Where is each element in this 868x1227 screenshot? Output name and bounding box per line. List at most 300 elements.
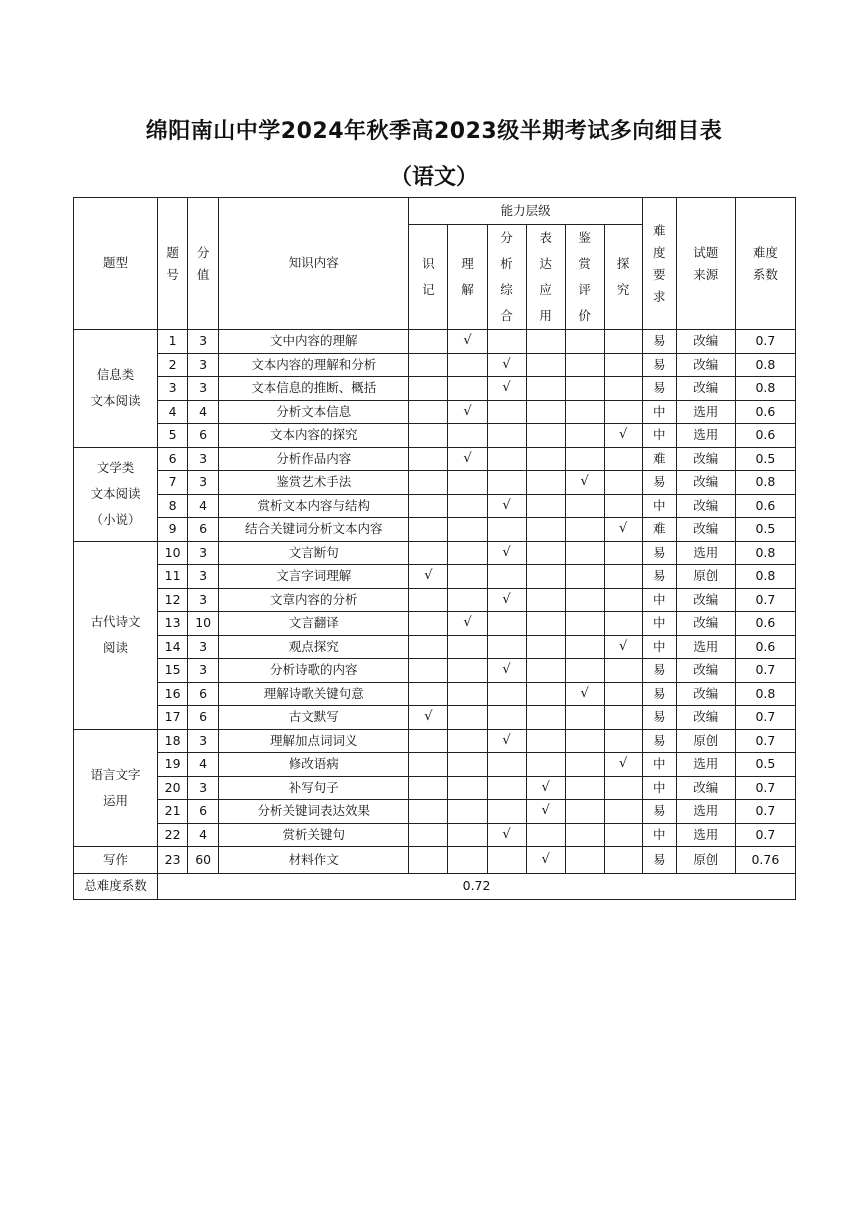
difficulty-coefficient: 0.7 [735, 800, 795, 824]
ability-cell [487, 635, 526, 659]
table-row [74, 823, 796, 847]
ability-cell [409, 330, 448, 354]
ability-cell [409, 753, 448, 777]
difficulty-coefficient: 0.7 [735, 776, 795, 800]
ability-cell [487, 541, 526, 565]
section-type-line: 写作 [103, 852, 129, 867]
difficulty-requirement: 易 [642, 565, 676, 589]
question-source: 选用 [676, 753, 735, 777]
section-type-line: 文学类 [96, 460, 135, 475]
knowledge-content: 理解诗歌关键句意 [219, 682, 409, 706]
ability-cell [526, 377, 565, 401]
total-row [74, 874, 796, 900]
header-ability-group: 能力层级 [409, 198, 642, 225]
question-score: 6 [188, 424, 219, 448]
ability-cell [526, 424, 565, 448]
difficulty-requirement: 易 [642, 847, 676, 874]
ability-cell [448, 494, 487, 518]
ability-cell [487, 565, 526, 589]
question-number: 2 [158, 353, 188, 377]
ability-cell [487, 682, 526, 706]
ability-cell [448, 823, 487, 847]
table-row [74, 682, 796, 706]
difficulty-requirement: 难 [642, 447, 676, 471]
ability-cell [604, 518, 642, 542]
ability-cell [448, 776, 487, 800]
ability-cell [448, 706, 487, 730]
knowledge-content: 分析文本信息 [219, 400, 409, 424]
check-mark-icon: √ [541, 779, 550, 795]
section-type-cell [74, 729, 158, 847]
question-number: 8 [158, 494, 188, 518]
question-source: 选用 [676, 400, 735, 424]
ability-cell [487, 518, 526, 542]
difficulty-coefficient: 0.6 [735, 635, 795, 659]
table-row [74, 659, 796, 683]
question-number: 13 [158, 612, 188, 636]
table-row [74, 753, 796, 777]
difficulty-coefficient: 0.76 [735, 847, 795, 874]
section-type-cell [74, 330, 158, 448]
ability-cell [409, 588, 448, 612]
check-mark-icon: √ [463, 333, 472, 349]
ability-cell [487, 330, 526, 354]
difficulty-requirement: 中 [642, 424, 676, 448]
ability-cell [565, 659, 604, 683]
question-source: 改编 [676, 330, 735, 354]
table-row [74, 847, 796, 874]
difficulty-requirement: 易 [642, 330, 676, 354]
section-type-line: 语言文字 [90, 766, 141, 782]
knowledge-content: 结合关键词分析文本内容 [219, 518, 409, 542]
ability-cell [565, 823, 604, 847]
difficulty-coefficient: 0.8 [735, 541, 795, 565]
ability-cell [604, 823, 642, 847]
ability-cell [526, 659, 565, 683]
ability-cell [565, 612, 604, 636]
difficulty-coefficient: 0.7 [735, 706, 795, 730]
ability-cell [409, 377, 448, 401]
check-mark-icon: √ [580, 685, 589, 701]
question-source: 选用 [676, 424, 735, 448]
ability-cell [448, 330, 487, 354]
header-qnum: 题号 [158, 198, 188, 330]
question-number: 7 [158, 471, 188, 495]
ability-cell [487, 823, 526, 847]
knowledge-content: 分析诗歌的内容 [219, 659, 409, 683]
question-score: 3 [188, 635, 219, 659]
ability-cell [565, 729, 604, 753]
question-source: 原创 [676, 729, 735, 753]
knowledge-content: 文中内容的理解 [219, 330, 409, 354]
header-ability-4: 鉴赏评价 [565, 225, 604, 330]
total-value: 0.72 [158, 874, 796, 900]
knowledge-content: 文言字词理解 [219, 565, 409, 589]
difficulty-requirement: 中 [642, 400, 676, 424]
ability-cell [526, 612, 565, 636]
table-row [74, 565, 796, 589]
check-mark-icon: √ [502, 591, 511, 607]
ability-cell [565, 588, 604, 612]
ability-cell [565, 353, 604, 377]
knowledge-content: 文本内容的理解和分析 [219, 353, 409, 377]
table-row [74, 330, 796, 354]
ability-cell [604, 635, 642, 659]
question-number: 1 [158, 330, 188, 354]
ability-cell [565, 565, 604, 589]
ability-cell [487, 494, 526, 518]
knowledge-content: 文章内容的分析 [219, 588, 409, 612]
header-content: 知识内容 [219, 198, 409, 330]
question-number: 16 [158, 682, 188, 706]
check-mark-icon: √ [424, 709, 433, 725]
ability-cell [604, 353, 642, 377]
ability-cell [409, 353, 448, 377]
ability-cell [487, 353, 526, 377]
table-row [74, 800, 796, 824]
ability-cell [604, 706, 642, 730]
ability-cell [565, 400, 604, 424]
ability-cell [526, 518, 565, 542]
ability-cell [409, 447, 448, 471]
knowledge-content: 观点探究 [219, 635, 409, 659]
question-score: 3 [188, 588, 219, 612]
check-mark-icon: √ [502, 497, 511, 513]
section-type-line: 运用 [103, 792, 129, 808]
check-mark-icon: √ [424, 568, 433, 584]
table-row [74, 706, 796, 730]
table-row [74, 729, 796, 753]
knowledge-content: 分析关键词表达效果 [219, 800, 409, 824]
check-mark-icon: √ [463, 450, 472, 466]
header-source: 试题来源 [676, 198, 735, 330]
ability-cell [487, 800, 526, 824]
difficulty-requirement: 易 [642, 800, 676, 824]
question-number: 19 [158, 753, 188, 777]
difficulty-requirement: 中 [642, 635, 676, 659]
difficulty-coefficient: 0.5 [735, 447, 795, 471]
table-row [74, 471, 796, 495]
ability-cell [409, 471, 448, 495]
ability-cell [526, 330, 565, 354]
section-type-line: 文本阅读 [90, 486, 141, 501]
ability-cell [526, 565, 565, 589]
question-number: 18 [158, 729, 188, 753]
check-mark-icon: √ [619, 638, 628, 654]
check-mark-icon: √ [619, 427, 628, 443]
ability-cell [526, 823, 565, 847]
difficulty-requirement: 易 [642, 659, 676, 683]
ability-cell [604, 541, 642, 565]
question-number: 20 [158, 776, 188, 800]
knowledge-content: 文言断句 [219, 541, 409, 565]
ability-cell [604, 494, 642, 518]
check-mark-icon: √ [502, 544, 511, 560]
question-source: 改编 [676, 377, 735, 401]
section-type-cell [74, 541, 158, 729]
difficulty-requirement: 中 [642, 823, 676, 847]
ability-cell [526, 729, 565, 753]
difficulty-requirement: 中 [642, 753, 676, 777]
knowledge-content: 赏析文本内容与结构 [219, 494, 409, 518]
knowledge-content: 文本内容的探究 [219, 424, 409, 448]
ability-cell [487, 753, 526, 777]
difficulty-coefficient: 0.8 [735, 682, 795, 706]
ability-cell [409, 612, 448, 636]
ability-cell [565, 706, 604, 730]
check-mark-icon: √ [463, 615, 472, 631]
ability-cell [487, 471, 526, 495]
question-score: 60 [188, 847, 219, 874]
check-mark-icon: √ [619, 521, 628, 537]
ability-cell [565, 471, 604, 495]
ability-cell [565, 377, 604, 401]
question-source: 改编 [676, 471, 735, 495]
ability-cell [526, 494, 565, 518]
ability-cell [565, 541, 604, 565]
question-source: 原创 [676, 565, 735, 589]
difficulty-requirement: 易 [642, 541, 676, 565]
ability-cell [565, 330, 604, 354]
ability-cell [526, 588, 565, 612]
ability-cell [487, 447, 526, 471]
header-ability-5: 探究 [604, 225, 642, 330]
difficulty-coefficient: 0.8 [735, 565, 795, 589]
ability-cell [448, 612, 487, 636]
question-score: 4 [188, 753, 219, 777]
section-type-cell [74, 447, 158, 541]
table-row [74, 541, 796, 565]
ability-cell [409, 494, 448, 518]
question-score: 6 [188, 518, 219, 542]
table-row [74, 353, 796, 377]
ability-cell [487, 377, 526, 401]
ability-cell [448, 424, 487, 448]
ability-cell [409, 565, 448, 589]
question-score: 10 [188, 612, 219, 636]
question-source: 改编 [676, 706, 735, 730]
question-number: 17 [158, 706, 188, 730]
ability-cell [487, 729, 526, 753]
ability-cell [604, 776, 642, 800]
ability-cell [448, 682, 487, 706]
ability-cell [565, 753, 604, 777]
question-score: 6 [188, 682, 219, 706]
ability-cell [448, 377, 487, 401]
table-row [74, 447, 796, 471]
header-difficulty-req: 难度要求 [642, 198, 676, 330]
ability-cell [448, 400, 487, 424]
difficulty-requirement: 中 [642, 494, 676, 518]
header-coef: 难度系数 [735, 198, 795, 330]
question-score: 3 [188, 659, 219, 683]
table-row [74, 635, 796, 659]
check-mark-icon: √ [502, 826, 511, 842]
knowledge-content: 赏析关键句 [219, 823, 409, 847]
difficulty-requirement: 中 [642, 612, 676, 636]
question-source: 选用 [676, 800, 735, 824]
ability-cell [448, 635, 487, 659]
question-source: 原创 [676, 847, 735, 874]
difficulty-requirement: 易 [642, 729, 676, 753]
knowledge-content: 材料作文 [219, 847, 409, 874]
table-row [74, 494, 796, 518]
difficulty-requirement: 难 [642, 518, 676, 542]
ability-cell [604, 377, 642, 401]
difficulty-coefficient: 0.8 [735, 471, 795, 495]
ability-cell [604, 659, 642, 683]
check-mark-icon: √ [502, 662, 511, 678]
section-type-line: 文本阅读 [90, 393, 141, 409]
question-number: 23 [158, 847, 188, 874]
ability-cell [409, 682, 448, 706]
ability-cell [565, 424, 604, 448]
question-score: 3 [188, 353, 219, 377]
check-mark-icon: √ [541, 803, 550, 819]
ability-cell [487, 776, 526, 800]
difficulty-coefficient: 0.6 [735, 494, 795, 518]
difficulty-coefficient: 0.8 [735, 377, 795, 401]
ability-cell [487, 847, 526, 874]
ability-cell [565, 682, 604, 706]
ability-cell [604, 612, 642, 636]
ability-cell [409, 847, 448, 874]
knowledge-content: 补写句子 [219, 776, 409, 800]
ability-cell [526, 706, 565, 730]
difficulty-coefficient: 0.7 [735, 659, 795, 683]
ability-cell [604, 847, 642, 874]
check-mark-icon: √ [502, 732, 511, 748]
knowledge-content: 鉴赏艺术手法 [219, 471, 409, 495]
difficulty-coefficient: 0.6 [735, 400, 795, 424]
ability-cell [565, 447, 604, 471]
question-score: 3 [188, 447, 219, 471]
difficulty-requirement: 易 [642, 471, 676, 495]
question-score: 4 [188, 400, 219, 424]
ability-cell [604, 424, 642, 448]
section-type-line: 信息类 [96, 367, 135, 383]
difficulty-requirement: 易 [642, 682, 676, 706]
question-source: 改编 [676, 588, 735, 612]
ability-cell [604, 400, 642, 424]
ability-cell [487, 424, 526, 448]
ability-cell [448, 447, 487, 471]
ability-cell [526, 541, 565, 565]
ability-cell [409, 706, 448, 730]
ability-cell [526, 400, 565, 424]
ability-cell [565, 518, 604, 542]
knowledge-content: 分析作品内容 [219, 447, 409, 471]
question-source: 改编 [676, 353, 735, 377]
total-label: 总难度系数 [74, 874, 158, 900]
question-source: 改编 [676, 612, 735, 636]
ability-cell [487, 659, 526, 683]
knowledge-content: 理解加点词词义 [219, 729, 409, 753]
knowledge-content: 古文默写 [219, 706, 409, 730]
ability-cell [448, 353, 487, 377]
ability-cell [565, 776, 604, 800]
section-type-line: 阅读 [103, 640, 129, 655]
ability-cell [526, 682, 565, 706]
ability-cell [526, 635, 565, 659]
ability-cell [487, 706, 526, 730]
ability-cell [448, 753, 487, 777]
document-title: 绵阳南山中学2024年秋季高2023级半期考试多向细目表 [145, 119, 723, 144]
table-row [74, 776, 796, 800]
section-type-cell [74, 847, 158, 874]
ability-cell [565, 494, 604, 518]
ability-cell [448, 518, 487, 542]
table-row [74, 588, 796, 612]
ability-cell [604, 588, 642, 612]
knowledge-content: 文本信息的推断、概括 [219, 377, 409, 401]
ability-cell [487, 588, 526, 612]
header-type: 题型 [74, 198, 158, 330]
question-number: 6 [158, 447, 188, 471]
specification-table [73, 197, 796, 900]
header-ability-0: 识记 [409, 225, 448, 330]
question-source: 选用 [676, 541, 735, 565]
ability-cell [409, 635, 448, 659]
ability-cell [604, 682, 642, 706]
table-row [74, 377, 796, 401]
ability-cell [409, 400, 448, 424]
ability-cell [409, 800, 448, 824]
question-source: 改编 [676, 447, 735, 471]
difficulty-coefficient: 0.6 [735, 424, 795, 448]
question-source: 改编 [676, 659, 735, 683]
ability-cell [604, 330, 642, 354]
ability-cell [448, 847, 487, 874]
question-number: 4 [158, 400, 188, 424]
ability-cell [448, 541, 487, 565]
ability-cell [604, 471, 642, 495]
ability-cell [604, 447, 642, 471]
table-row [74, 400, 796, 424]
question-score: 3 [188, 776, 219, 800]
difficulty-coefficient: 0.7 [735, 729, 795, 753]
ability-cell [487, 400, 526, 424]
ability-cell [409, 776, 448, 800]
ability-cell [448, 729, 487, 753]
ability-cell [526, 471, 565, 495]
difficulty-coefficient: 0.6 [735, 612, 795, 636]
document-subtitle: （语文） [389, 165, 478, 190]
question-number: 9 [158, 518, 188, 542]
difficulty-coefficient: 0.5 [735, 753, 795, 777]
question-source: 改编 [676, 682, 735, 706]
question-number: 3 [158, 377, 188, 401]
question-number: 5 [158, 424, 188, 448]
difficulty-requirement: 易 [642, 706, 676, 730]
question-score: 6 [188, 706, 219, 730]
ability-cell [604, 753, 642, 777]
question-source: 选用 [676, 823, 735, 847]
header-score: 分值 [188, 198, 219, 330]
ability-cell [604, 565, 642, 589]
question-score: 3 [188, 729, 219, 753]
ability-cell [565, 800, 604, 824]
question-number: 12 [158, 588, 188, 612]
check-mark-icon: √ [541, 852, 550, 868]
question-score: 4 [188, 823, 219, 847]
ability-cell [526, 353, 565, 377]
table-row [74, 424, 796, 448]
difficulty-coefficient: 0.7 [735, 330, 795, 354]
question-source: 改编 [676, 494, 735, 518]
check-mark-icon: √ [502, 356, 511, 372]
table-row [74, 518, 796, 542]
